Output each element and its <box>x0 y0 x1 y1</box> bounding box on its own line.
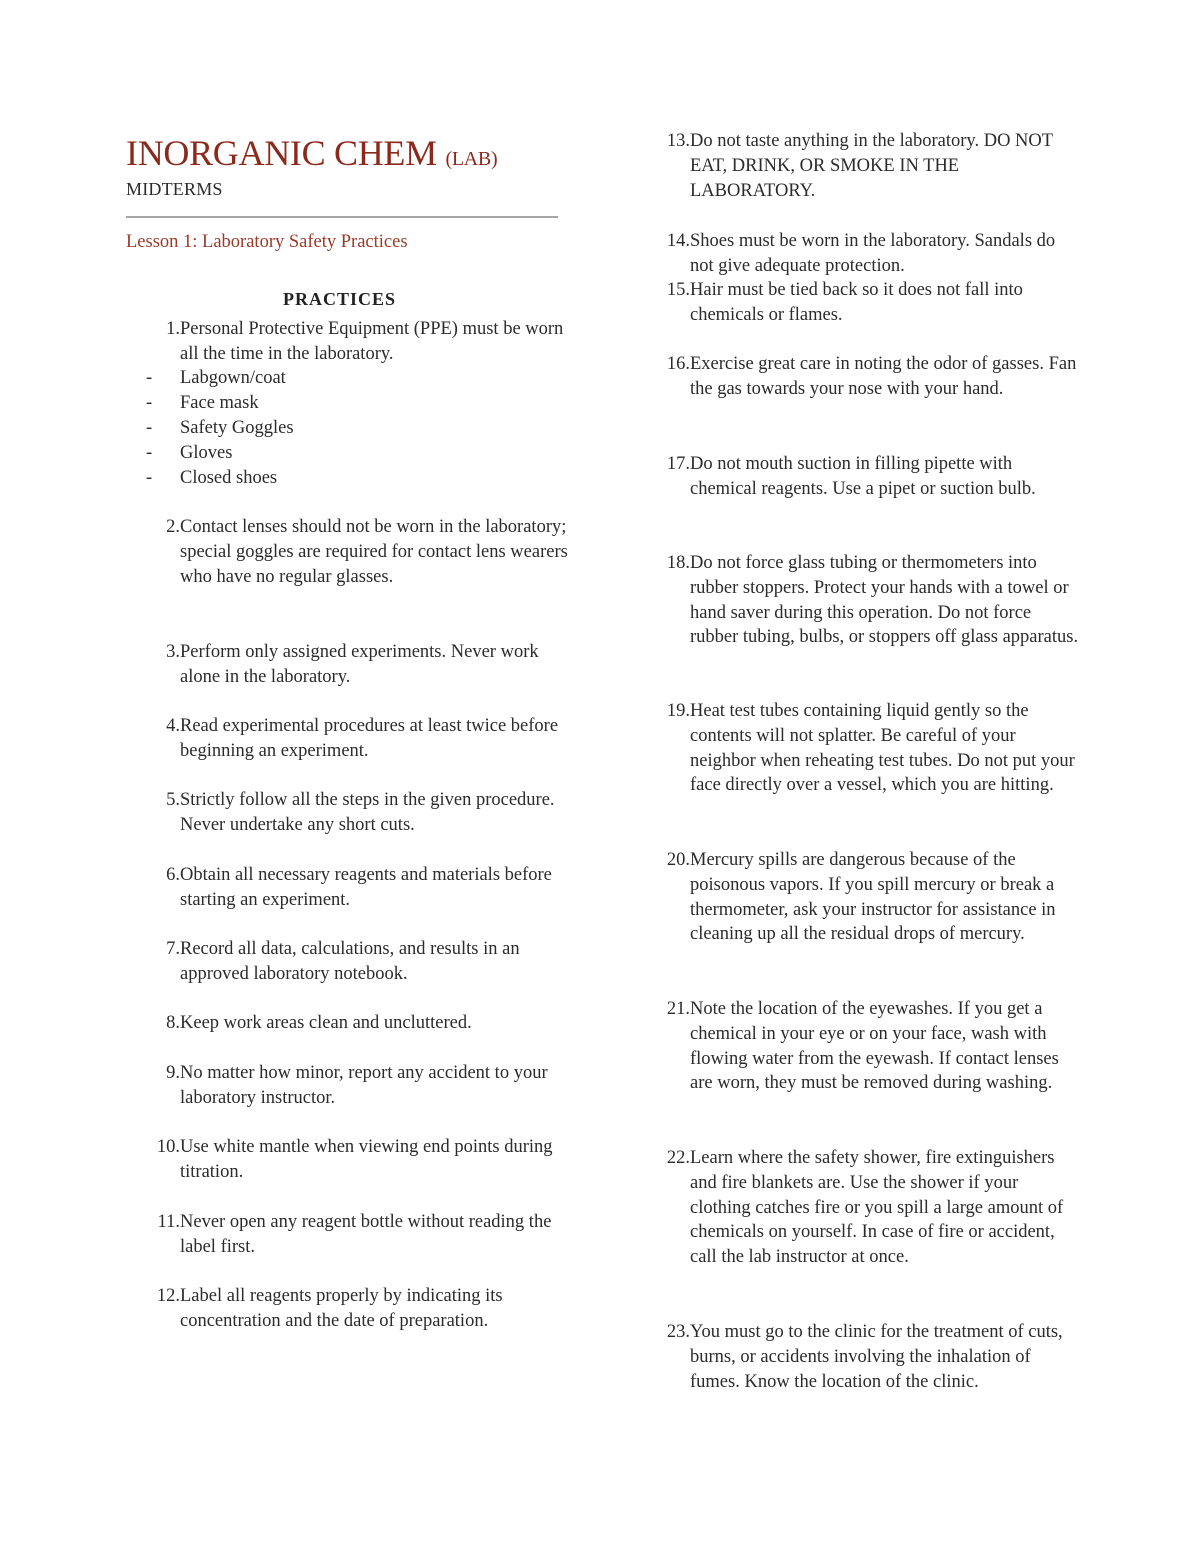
list-item <box>636 848 1081 947</box>
item-text: Labgown/coat <box>180 368 286 388</box>
item-text: Never open any reagent bottle without reading the label first. <box>180 1212 552 1257</box>
item-text: Face mask <box>180 393 259 413</box>
item-text: Learn where the safety shower, fire extinguishers and fire blankets are. Use the shower if your clothing catches fire or you spill a large amount of chemicals on yourself. In case of fire or accident, call the lab instructor at once. <box>690 1148 1064 1268</box>
list-item <box>126 714 571 764</box>
item-number: 21. <box>666 999 690 1019</box>
list-item <box>126 1210 571 1260</box>
item-number: 4. <box>166 716 180 736</box>
item-text: Closed shoes <box>180 468 278 488</box>
item-number: 7. <box>166 939 180 959</box>
section-heading: PRACTICES <box>283 289 397 309</box>
item-number: 8. <box>166 1013 180 1033</box>
item-text: Contact lenses should not be worn in the laboratory; special goggles are required for contact lens wearers who have no regular glasses. <box>180 517 568 587</box>
list-item <box>126 863 571 913</box>
list-item <box>636 699 1081 798</box>
list-item <box>126 515 571 589</box>
item-text: Gloves <box>180 443 233 463</box>
list-item <box>636 1320 1081 1394</box>
item-number: 23. <box>666 1322 690 1342</box>
item-number: 14. <box>666 231 690 251</box>
item-text: Note the location of the eyewashes. If you get a chemical in your eye or on your face, wash with flowing water from the eyewash. If contact lenses are worn, they must be removed during washing. <box>690 999 1059 1094</box>
list-item <box>126 788 571 838</box>
item-text: Perform only assigned experiments. Never work alone in the laboratory. <box>180 642 539 687</box>
item-number: 9. <box>166 1063 180 1083</box>
item-number: 20. <box>666 850 690 870</box>
item-number: 22. <box>666 1148 690 1168</box>
item-bullet: - <box>146 393 153 413</box>
list-item <box>636 229 1081 279</box>
list-item <box>636 1146 1081 1270</box>
item-text: You must go to the clinic for the treatment of cuts, burns, or accidents involving the inhalation of fumes. Know the location of the clinic. <box>690 1322 1063 1392</box>
list-item <box>636 452 1081 502</box>
title-suffix: (LAB) <box>445 148 498 170</box>
item-number: 10. <box>156 1137 180 1157</box>
item-number: 11. <box>157 1212 180 1232</box>
item-text: Read experimental procedures at least twice before beginning an experiment. <box>180 716 559 761</box>
item-bullet: - <box>146 368 153 388</box>
item-number: 1. <box>166 319 180 339</box>
list-item <box>126 1011 571 1036</box>
item-number: 2. <box>166 517 180 537</box>
list-item <box>126 1061 571 1111</box>
header-divider <box>126 216 558 218</box>
item-number: 13. <box>666 131 690 151</box>
list-item <box>126 391 571 416</box>
item-bullet: - <box>146 468 153 488</box>
list-item <box>636 997 1081 1096</box>
list-item <box>126 1135 571 1185</box>
item-text: Shoes must be worn in the laboratory. Sandals do not give adequate protection. <box>690 231 1056 276</box>
list-item <box>636 278 1081 328</box>
item-text: Keep work areas clean and uncluttered. <box>180 1013 472 1033</box>
list-item <box>636 551 1081 650</box>
item-text: Mercury spills are dangerous because of the poisonous vapors. If you spill mercury or break a thermometer, ask your instructor for assistance in cleaning up all the residual drops of mercury. <box>690 850 1056 945</box>
item-number: 5. <box>166 790 180 810</box>
item-number: 17. <box>666 454 690 474</box>
item-text: Safety Goggles <box>180 418 294 438</box>
item-text: Personal Protective Equipment (PPE) must be worn all the time in the laboratory. <box>180 319 564 364</box>
item-number: 3. <box>166 642 180 662</box>
list-item <box>126 317 571 367</box>
item-number: 18. <box>666 553 690 573</box>
item-number: 19. <box>666 701 690 721</box>
list-item <box>126 1284 571 1334</box>
item-text: Record all data, calculations, and results in an approved laboratory notebook. <box>180 939 520 984</box>
list-item <box>126 416 571 441</box>
list-item <box>126 466 571 491</box>
item-text: Do not mouth suction in filling pipette with chemical reagents. Use a pipet or suction bulb. <box>690 454 1036 499</box>
item-number: 16. <box>666 354 690 374</box>
item-text: Exercise great care in noting the odor of gasses. Fan the gas towards your nose with your hand. <box>690 354 1077 399</box>
item-text: Obtain all necessary reagents and materials before starting an experiment. <box>180 865 552 910</box>
item-text: Label all reagents properly by indicating its concentration and the date of preparation. <box>180 1286 503 1331</box>
item-text: No matter how minor, report any accident to your laboratory instructor. <box>180 1063 548 1108</box>
item-number: 6. <box>166 865 180 885</box>
item-text: Heat test tubes containing liquid gently so the contents will not splatter. Be careful of your neighbor when reheating test tubes. Do not put your face directly over a vessel, which you are hitting. <box>690 701 1075 796</box>
item-bullet: - <box>146 443 153 463</box>
list-item <box>126 640 571 690</box>
item-text: Do not force glass tubing or thermometers into rubber stoppers. Protect your hands with a towel or hand saver during this operation. Do not force rubber tubing, bulbs, or stoppers off glass apparatus. <box>690 553 1079 648</box>
page-subtitle: MIDTERMS <box>126 179 223 199</box>
list-item <box>636 352 1081 402</box>
list-item <box>126 366 571 391</box>
item-number: 12. <box>156 1286 180 1306</box>
list-item <box>636 129 1081 203</box>
item-number: 15. <box>666 280 690 300</box>
list-item <box>126 937 571 987</box>
item-text: Strictly follow all the steps in the given procedure. Never undertake any short cuts. <box>180 790 555 835</box>
lesson-heading: Lesson 1: Laboratory Safety Practices <box>126 232 408 252</box>
page-title: INORGANIC CHEM (LAB) <box>126 133 498 173</box>
item-text: Do not taste anything in the laboratory. DO NOT EAT, DRINK, OR SMOKE IN THE LABORATORY. <box>690 131 1053 201</box>
item-bullet: - <box>146 418 153 438</box>
item-text: Hair must be tied back so it does not fall into chemicals or flames. <box>690 280 1023 325</box>
item-text: Use white mantle when viewing end points during titration. <box>180 1137 553 1182</box>
list-item <box>126 441 571 466</box>
